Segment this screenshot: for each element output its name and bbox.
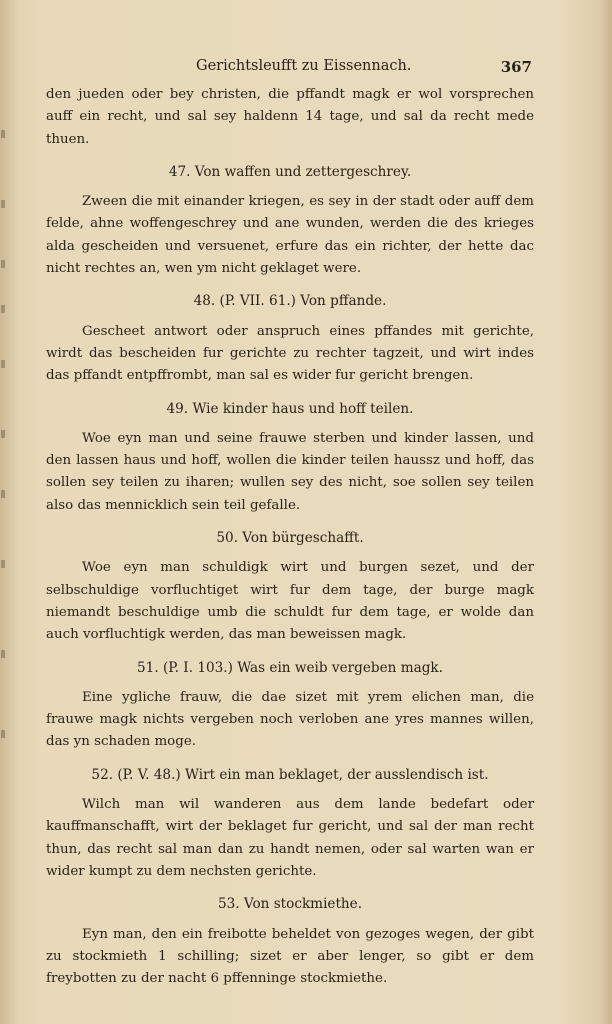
- intro-line: den jueden oder bey christen, die pffandt magk er wol vorsprechen auff: [46, 87, 534, 125]
- section-body: Woe eyn man schuldigk wirt und burgen sezet, und der selbschuldige vorfluchtiget wirt fur dem tage, der burge magk niemandt beschuldige umb die schuldt fur dem tage, er wolde dan auch vorfluchtigk werden, das man beweissen magk.: [46, 560, 534, 643]
- intro-paragraph: [46, 84, 534, 151]
- section-heading: 50. Von bürgeschafft.: [216, 530, 364, 547]
- running-title: Gerichtsleufft zu Eissennach.: [196, 58, 412, 74]
- section-heading: 49. Wie kinder haus und hoff teilen.: [166, 400, 414, 417]
- page-number: 367: [500, 58, 532, 76]
- section-heading: 47. Von waffen und zettergeschrey.: [168, 163, 412, 180]
- running-header: [46, 58, 536, 80]
- section-heading: 52. (P. V. 48.) Wirt ein man beklaget, der ausslendisch ist.: [91, 766, 489, 783]
- section-body: Woe eyn man und seine frauwe sterben und kinder lassen, und den lassen haus und hoff, wollen die kinder teilen haussz und hoff, das sollen sey teilen zu iharen; wullen sey des nicht, soe sollen sey teilen also das mennicklich sein teil gefalle.: [46, 430, 534, 513]
- section-heading: 51. (P. I. 103.) Was ein weib vergeben magk.: [137, 659, 443, 676]
- section-heading: 53. Von stockmiethe.: [217, 896, 363, 913]
- section-body: Zween die mit einander kriegen, es sey in der stadt oder auff dem felde, ahne woffengeschrey und ane wunden, werden die des krieges alda gescheiden und versuenet, erfure das ein richter, der hette dac nicht rechtes an, wen ym nicht geklaget were.: [46, 194, 534, 277]
- intro-line: ein recht, und sal sey haldenn 14 tage, und sal da recht mede thuen.: [46, 109, 534, 147]
- section-body: Wilch man wil wanderen aus dem lande bedefart oder kauffmanschafft, wirt der beklaget fur gericht, und sal der man recht thun, das recht sal man dan zu handt nemen, oder sal warten wan er wider kumpt zu dem nechsten gerichte.: [46, 797, 534, 879]
- page-text: [46, 84, 534, 990]
- section-body: Gescheet antwort oder anspruch eines pffandes mit gerichte, wirdt das bescheiden fur gerichte zu rechter tagzeit, und wirt indes das pffandt entpffrombt, man sal es wider fur gericht brengen.: [46, 323, 534, 384]
- section-heading: 48. (P. VII. 61.) Von pffande.: [193, 293, 387, 310]
- binding-edge-marks: [0, 130, 8, 750]
- section-body: Eyn man, den ein freibotte beheldet von gezoges wegen, der gibt zu stockmieth 1 schilling; sizet er aber lenger, so gibt er dem freybotten zu der nacht 6 pffenninge stockmiethe.: [46, 926, 534, 987]
- section-body: Eine ygliche frauw, die dae sizet mit yrem elichen man, die frauwe magk nichts vergeben noch verloben ane yres mannes willen, das yn schaden moge.: [46, 689, 534, 750]
